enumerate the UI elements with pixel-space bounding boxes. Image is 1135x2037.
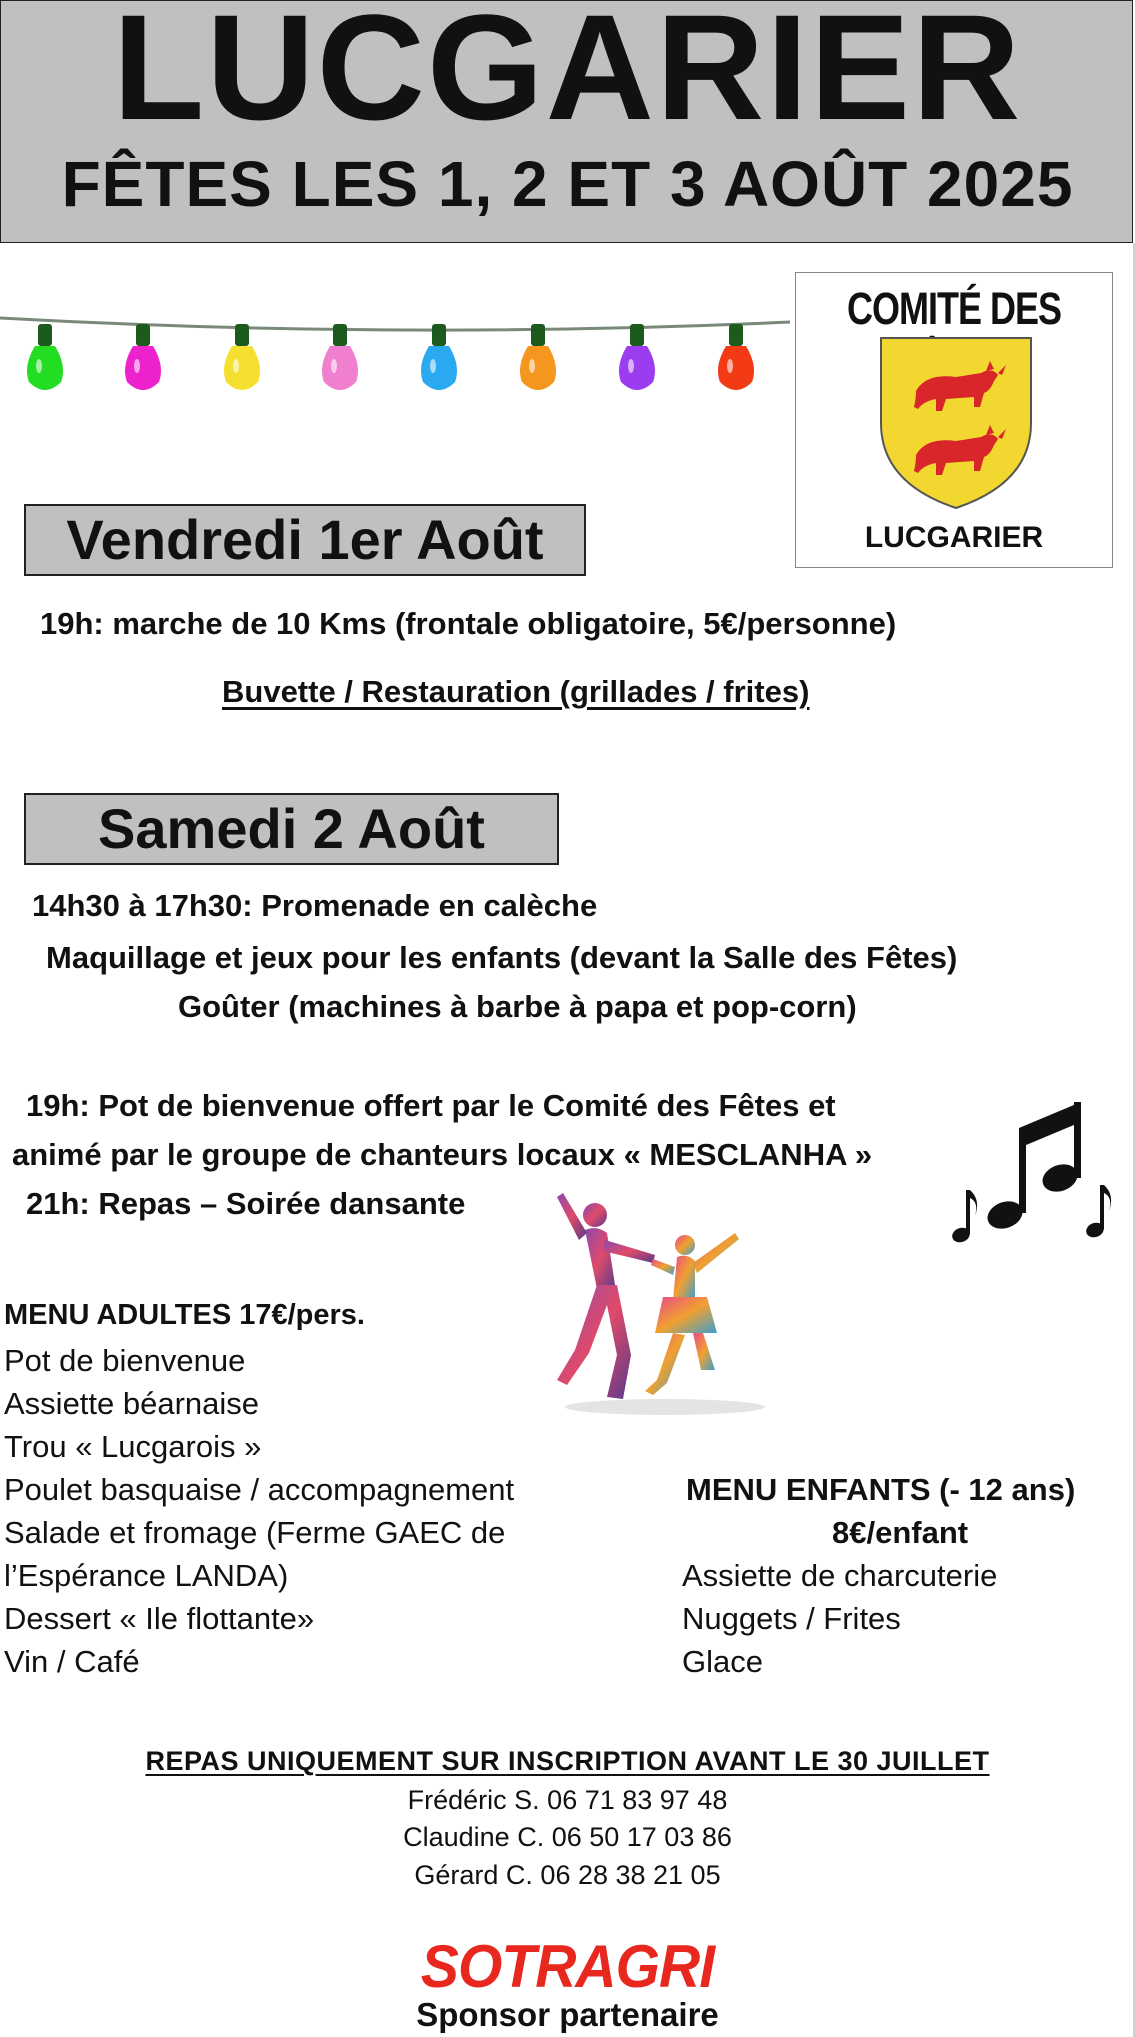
menu-adultes-item: Poulet basquaise / accompagnement bbox=[4, 1472, 515, 1507]
contact-line: Claudine C. 06 50 17 03 86 bbox=[403, 1822, 732, 1852]
menu-enfants-item: Glace bbox=[682, 1644, 763, 1679]
menu-adultes-item: Salade et fromage (Ferme GAEC de bbox=[4, 1515, 506, 1550]
menu-adultes-item: l’Espérance LANDA) bbox=[4, 1558, 289, 1593]
logo-top-text: COMITÉ DES bbox=[846, 282, 1061, 334]
bull-shield-icon bbox=[876, 333, 1036, 513]
menu-adultes-title: MENU ADULTES 17€/pers. bbox=[4, 1299, 365, 1331]
menu-enfants-item: Assiette de charcuterie bbox=[682, 1558, 998, 1593]
inscription-notice: REPAS UNIQUEMENT SUR INSCRIPTION AVANT LE 30 JUILLET bbox=[145, 1746, 990, 1776]
light-bulb-icon bbox=[224, 324, 260, 390]
dancers-illustration bbox=[545, 1185, 795, 1420]
menu-adultes-item: Vin / Café bbox=[4, 1644, 140, 1679]
day-label-saturday: Samedi 2 Août bbox=[98, 797, 485, 860]
light-bulb-icon bbox=[718, 324, 754, 390]
saturday-line-2: Maquillage et jeux pour les enfants (devant la Salle des Fêtes) bbox=[46, 940, 958, 975]
saturday-line-1: 14h30 à 17h30: Promenade en calèche bbox=[32, 888, 598, 923]
friday-line-2: Buvette / Restauration (grillades / frites) bbox=[222, 674, 810, 709]
menu-adultes-item: Dessert « Ile flottante» bbox=[4, 1601, 315, 1636]
menu-enfants-title: MENU ENFANTS (- 12 ans) bbox=[686, 1472, 1076, 1507]
menu-enfants-item: Nuggets / Frites bbox=[682, 1601, 901, 1636]
page-title: LUCGARIER bbox=[112, 0, 1023, 151]
contact-line: Frédéric S. 06 71 83 97 48 bbox=[407, 1785, 728, 1815]
menu-adultes-item: Trou « Lucgarois » bbox=[4, 1429, 262, 1464]
day-box-saturday bbox=[24, 793, 559, 865]
day-box-friday bbox=[24, 504, 586, 576]
light-bulb-icon bbox=[27, 324, 63, 390]
garland-wire bbox=[0, 318, 790, 330]
menu-adultes-item: Assiette béarnaise bbox=[4, 1386, 260, 1421]
page-subtitle: FÊTES LES 1, 2 ET 3 AOÛT 2025 bbox=[61, 148, 1074, 220]
saturday-line-3: Goûter (machines à barbe à papa et pop-corn) bbox=[178, 989, 857, 1024]
sponsor-caption: Sponsor partenaire bbox=[416, 1996, 719, 2033]
light-bulb-icon bbox=[421, 324, 457, 390]
day-label-friday: Vendredi 1er Août bbox=[66, 508, 544, 571]
comite-logo bbox=[795, 272, 1113, 568]
sponsor-logo: SOTRAGRI bbox=[420, 1933, 715, 2000]
light-bulbs-garland bbox=[0, 300, 800, 420]
contact-line: Gérard C. 06 28 38 21 05 bbox=[414, 1860, 721, 1890]
music-notes-icon bbox=[935, 1100, 1120, 1250]
light-bulb-icon bbox=[322, 324, 358, 390]
light-bulb-icon bbox=[619, 324, 655, 390]
light-bulb-icon bbox=[520, 324, 556, 390]
menu-enfants-price: 8€/enfant bbox=[832, 1515, 969, 1550]
logo-bottom-text: LUCGARIER bbox=[864, 521, 1044, 554]
friday-line-1: 19h: marche de 10 Kms (frontale obligatoire, 5€/personne) bbox=[40, 606, 897, 641]
saturday-line-6: 21h: Repas – Soirée dansante bbox=[26, 1186, 466, 1221]
light-bulb-icon bbox=[125, 324, 161, 390]
saturday-line-4: 19h: Pot de bienvenue offert par le Comité des Fêtes et bbox=[26, 1088, 836, 1123]
menu-adultes-item: Pot de bienvenue bbox=[4, 1343, 246, 1378]
saturday-line-5: animé par le groupe de chanteurs locaux « MESCLANHA » bbox=[12, 1137, 873, 1172]
